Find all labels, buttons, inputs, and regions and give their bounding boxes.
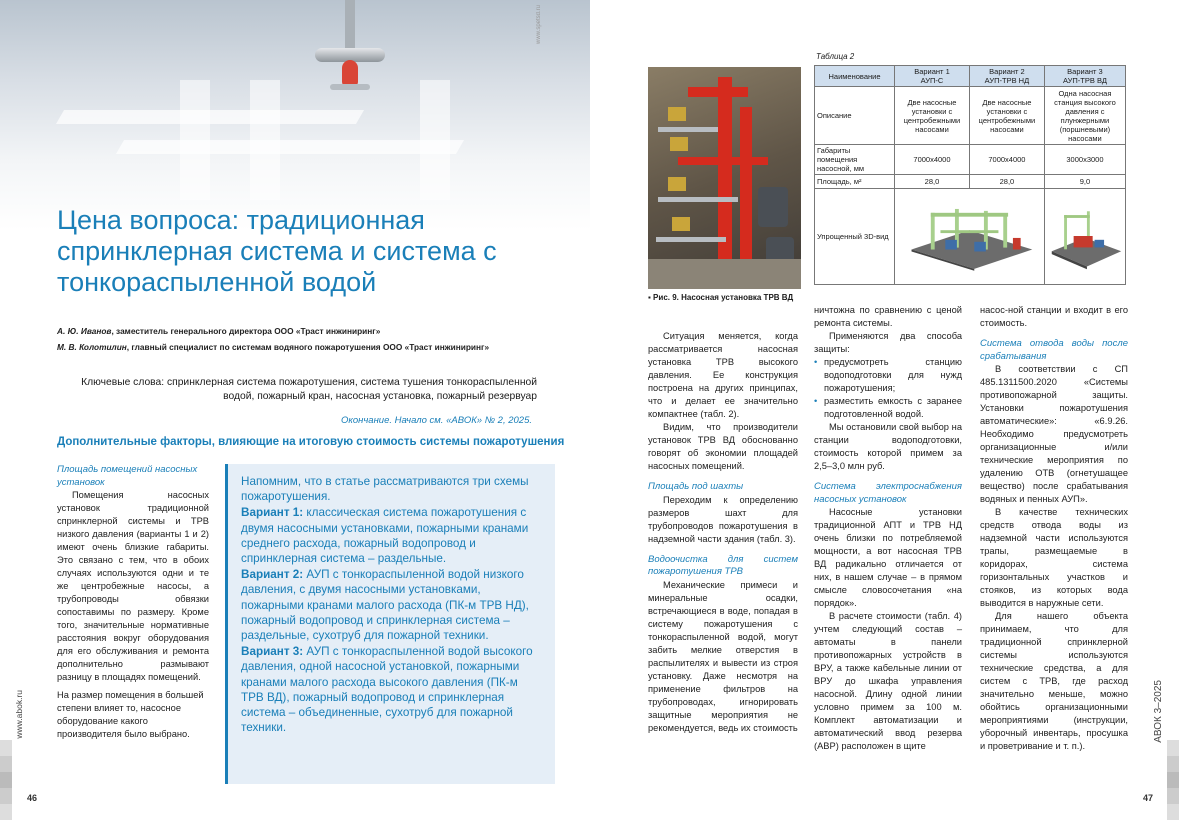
photo-credit-url: www.spetsd.ru (536, 5, 542, 45)
paragraph: Видим, что производители установок ТРВ ВД обоснованно говорят об экономии площадей насосных помещений. (648, 422, 798, 471)
paragraph: В соответствии с СП 485.1311500.2020 «Системы противопожарной защиты. Установки пожаротушения автоматические»: «6.9.26. Необходимо предусмотреть организационные и/или технические мероприятия по удалению ОТВ (огнетушащее вещество) после срабатывания водяных и пенных АУП». (980, 364, 1128, 504)
subheading: Площадь под шахты (648, 481, 744, 492)
continuation-note: Окончание. Начало см. «АВОК» № 2, 2025. (340, 415, 532, 426)
table-cell: 28,0 (969, 175, 1044, 189)
table-cell: Габариты помещения насосной, мм (815, 145, 895, 175)
author-1: А. Ю. Иванов, заместитель генерального директора ООО «Траст инжиниринг» (57, 326, 381, 336)
table-row (815, 189, 1126, 285)
table-header-row (815, 66, 1126, 87)
paragraph: Мы остановили свой выбор на станции водоподготовки, стоимость которой примем за 2,5–3,0 млн руб. (814, 422, 962, 471)
3d-view-variant-1-2 (895, 189, 1045, 285)
note-intro: Напомним, что в статье рассматриваются три схемы пожаротушения. (241, 475, 529, 504)
table-cell: 7000x4000 (969, 145, 1044, 175)
right-column-2 (814, 304, 962, 753)
paragraph: Для нашего объекта принимаем, что для традиционной спринклерной системы используются технические средства, а для систем с ТРВ, где расход значительно меньше, можно обойтись организационными мероприятиями (инструкции, уборочный инвентарь, просушка и проветривание и т. п.). (980, 611, 1128, 751)
note-variant-2: Вариант 2: АУП с тонкораспыленной водой низкого давления, с двумя насосными установками, пожарными кранами малого расхода (ПК-м ТРВ НД), пожарный водопровод и спринклерная система – раздельные, сухотруб для пожарной техники. (241, 568, 529, 643)
subheading: Площадь помещений насосных установок (57, 464, 198, 488)
bullet-item: • разместить емкость с заранее подготовленной водой. (814, 396, 962, 419)
pump-unit-photo (648, 67, 801, 289)
paragraph: В расчете стоимости (табл. 4) учтем следующий состав – автоматы в панели противопожарных устройств в ВРУ, а также кабельные линии от ВРУ до шкафа управления насосной. Длину одной линии условно примем за 100 м. Комплект автоматизации и автоматический ввод резерва (АВР) расположен в щите (814, 611, 962, 751)
table-label: Таблица 2 (816, 52, 855, 61)
paragraph: Применяются два способа защиты: (814, 331, 962, 354)
isometric-pump-room-1 (897, 200, 1042, 272)
subheading: Водоочистка для систем пожаротушения ТРВ (648, 553, 798, 577)
article-title: Цена вопроса: традиционная спринклерная система и система с тонкораспыленной водой (57, 205, 497, 297)
section-title: Дополнительные факторы, влияющие на итоговую стоимость системы пожаротушения (57, 436, 565, 448)
right-column-3 (980, 304, 1128, 753)
left-column-text (57, 464, 209, 741)
table-header-cell: Наименование (815, 66, 895, 87)
table-cell: Две насосные установки с центробежными насосами (895, 87, 970, 145)
paragraph: На размер помещения в большей степени влияет то, насосное оборудование какого производителя было выбрано. (57, 690, 204, 739)
page-number: 47 (1143, 793, 1154, 803)
paragraph: В качестве технических средств отвода воды из надземной части используются трапы, размещаемые в коридорах, система горизонтальных участков и стояков, из которых вода выводится в наружные сети. (980, 507, 1128, 608)
table-header-cell: Вариант 3 АУП-ТРВ ВД (1044, 66, 1125, 87)
gray-strip (1167, 740, 1179, 820)
paragraph: ничтожна по сравнению с ценой ремонта системы. (814, 305, 962, 328)
comparison-table (814, 65, 1126, 285)
table-cell: Одна насосная станция высокого давления с плунжерными (поршневыми) насосами (1044, 87, 1125, 145)
table-cell: 9,0 (1044, 175, 1125, 189)
table-cell: 3000x3000 (1044, 145, 1125, 175)
table-cell: Описание (815, 87, 895, 145)
hero-image-sprinkler (0, 0, 590, 230)
paragraph: насос-ной станции и входит в его стоимость. (980, 305, 1128, 328)
issue-label: АВОК 3–2025 (1153, 680, 1164, 743)
figure-caption: ▪ Рис. 9. Насосная установка ТРВ ВД (648, 293, 794, 302)
note-variant-3: Вариант 3: АУП с тонкораспыленной водой высокого давления, одной насосной установкой, пожарными кранами малого расхода высокого давления (ПК-м ТРВ ВД), пожарный водопровод и спринклерная система – объединенные, сухотруб для пожарной техники. (241, 645, 533, 735)
side-url: www.abok.ru (14, 690, 24, 739)
paragraph: Ситуация меняется, когда рассматривается насосная установка ТРВ высокого давления. Ее конструкция построена на других принципах, что и делает ее значительно компактнее (табл. 2). (648, 331, 798, 419)
keywords: Ключевые слова: спринклерная система пожаротушения, система тушения тонкораспыленной водой, пожарный кран, насосная установка, пожарный резервуар (81, 377, 537, 402)
table-row (815, 145, 1126, 175)
table-cell: Две насосные установки с центробежными насосами (969, 87, 1044, 145)
table-header-cell: Вариант 2 АУП-ТРВ НД (969, 66, 1044, 87)
right-page (590, 0, 1179, 829)
table-row (815, 175, 1126, 189)
table-cell: 28,0 (895, 175, 970, 189)
author-2: М. В. Колотилин, главный специалист по системам водяного пожаротушения ООО «Траст инжиниринг» (57, 342, 490, 352)
3d-view-variant-3 (1044, 189, 1125, 285)
paragraph: Переходим к определению размеров шахт для трубопроводов пожаротушения в надземной части здания (табл. 3). (648, 494, 798, 544)
bullet-item: • предусмотреть станцию водоподготовки для нужд пожаротушения; (814, 357, 962, 393)
table-row (815, 87, 1126, 145)
subheading: Система отвода воды после срабатывания (980, 338, 1128, 362)
schemes-note-box (225, 464, 555, 784)
table-cell: Упрощенный 3D-вид (815, 189, 895, 285)
table-cell: 7000x4000 (895, 145, 970, 175)
paragraph: Механические примеси и минеральные осадки, встречающиеся в воде, попадая в систему пожаротушения с тонкораспыленной водой, могут забить мелкие отверстия в распылителях и вывести из строя установку. Даже несмотря на применение фильтров на трубопроводах, игнорировать защитные мероприятия не рекомендуется, ведь их стоимость (648, 579, 798, 733)
table-cell: Площадь, м² (815, 175, 895, 189)
subheading: Система электроснабжения насосных установок (814, 481, 962, 505)
note-variant-1: Вариант 1: классическая система пожаротушения с двумя насосными установками, пожарными кранами среднего расхода, пожарный водопровод и спринклерная система – раздельные. (241, 506, 529, 566)
page-number: 46 (27, 793, 38, 803)
right-column-1 (648, 330, 798, 735)
gray-strip (0, 740, 12, 820)
table-header-cell: Вариант 1 АУП-С (895, 66, 970, 87)
isometric-pump-room-2 (1047, 200, 1123, 272)
paragraph: Насосные установки традиционной АПТ и ТРВ НД очень близки по потребляемой мощности, а вот насосная ТРВ ВД радикально отличается от них, в нашем случае – в прямом смысле словосочетания «на порядок». (814, 507, 962, 608)
paragraph: Помещения насосных установок традиционной спринклерной системы и ТРВ низкого давления (варианты 1 и 2) имеют очень близкие габариты. Это связано с тем, что в обоих случаях используются одни и те же центробежные насосы, а трубопроводы обвязки сопоставимы по размеру. Кроме того, значительные нормативные расстояния вокруг оборудования для его обслуживания и ремонта дополнительно размывают разницу в площадях помещений. (57, 490, 209, 682)
